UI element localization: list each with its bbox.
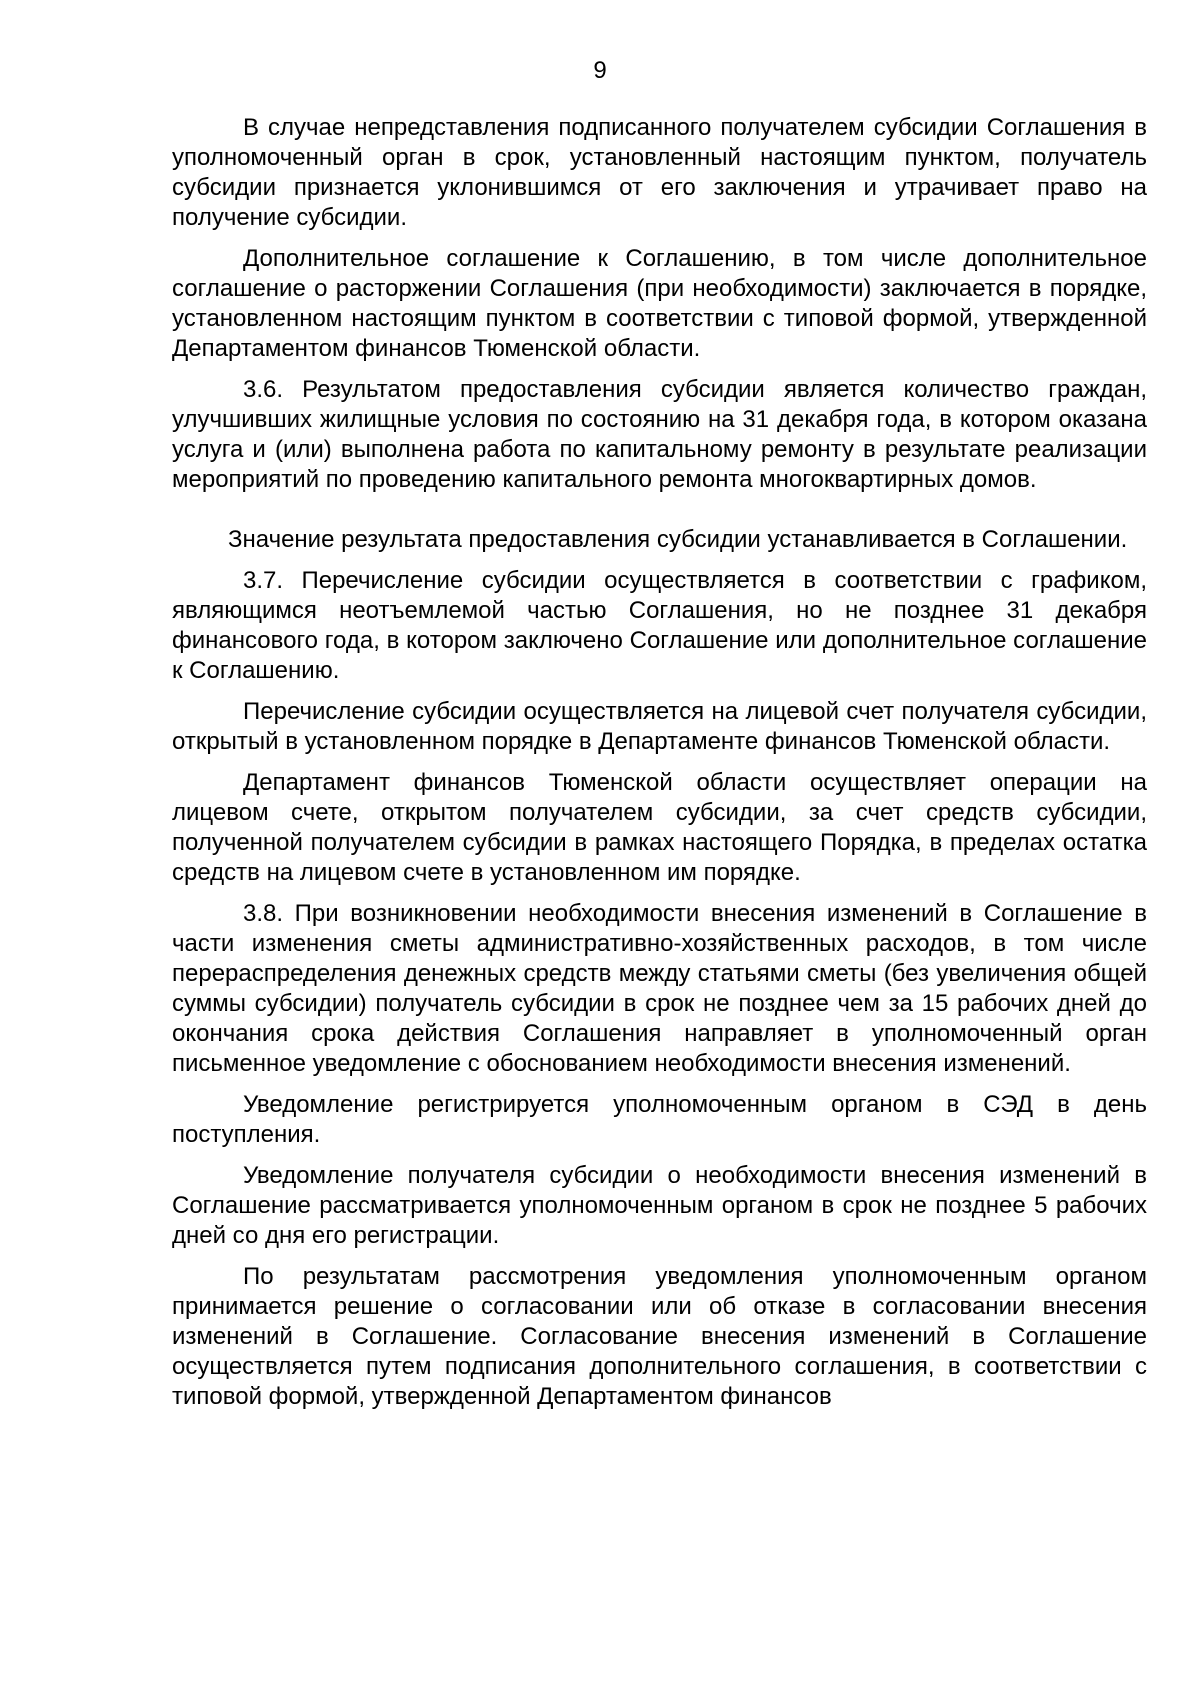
paragraph-3-7-transfer: 3.7. Перечисление субсидии осуществляется в соответствии с графиком, являющимся неотъемлемой частью Соглашения, но не позднее 31 декабря финансового года, в котором заключено Соглашение или дополнительное соглашение к Соглашению. [172,567,1147,684]
paragraph-3-8-changes: 3.8. При возникновении необходимости внесения изменений в Соглашение в части изменения сметы административно-хозяйственных расходов, в том числе перераспределения денежных средств между статьями сметы (без увеличения общей суммы субсидии) получатель субсидии в срок не позднее чем за 15 рабочих дней до окончания срока действия Соглашения направляет в уполномоченный орган письменное уведомление с обоснованием необходимости внесения изменений. [172,900,1147,1077]
paragraph-finance-operations: Департамент финансов Тюменской области осуществляет операции на лицевом счете, открытом получателем субсидии, за счет средств субсидии, полученной получателем субсидии в рамках настоящего Порядка, в пределах остатка средств на лицевом счете в установленном им порядке. [172,769,1147,886]
paragraph-notice-registration: Уведомление регистрируется уполномоченным органом в СЭД в день поступления. [172,1091,1147,1148]
paragraph-3-6-result: 3.6. Результатом предоставления субсидии является количество граждан, улучшивших жилищные условия по состоянию на 31 декабря года, в котором оказана услуга и (или) выполнена работа по капитальному ремонту в результате реализации мероприятий по проведению капитального ремонта многоквартирных домов. [172,376,1147,493]
paragraph-notice-review: Уведомление получателя субсидии о необходимости внесения изменений в Соглашение рассматривается уполномоченным органом в срок не позднее 5 рабочих дней со дня его регистрации. [172,1162,1147,1249]
paragraph-refusal-consequence: В случае непредставления подписанного получателем субсидии Соглашения в уполномоченный орган в срок, установленный настоящим пунктом, получатель субсидии признается уклонившимся от его заключения и утрачивает право на получение субсидии. [172,114,1147,231]
page-number: 9 [593,57,607,84]
paragraph-result-value: Значение результата предоставления субсидии устанавливается в Соглашении. [228,526,1128,553]
paragraph-personal-account: Перечисление субсидии осуществляется на лицевой счет получателя субсидии, открытый в установленном порядке в Департаменте финансов Тюменской области. [172,698,1147,755]
document-body [172,113,1147,1423]
paragraph-review-results: По результатам рассмотрения уведомления уполномоченным органом принимается решение о согласовании или об отказе в согласовании внесения изменений в Соглашение. Согласование внесения изменений в Соглашение осуществляется путем подписания дополнительного соглашения, в соответствии с типовой формой, утвержденной Департаментом финансов [172,1263,1147,1410]
paragraph-additional-agreement: Дополнительное соглашение к Соглашению, в том числе дополнительное соглашение о расторжении Соглашения (при необходимости) заключается в порядке, установленном настоящим пунктом в соответствии с типовой формой, утвержденной Департаментом финансов Тюменской области. [172,245,1147,362]
